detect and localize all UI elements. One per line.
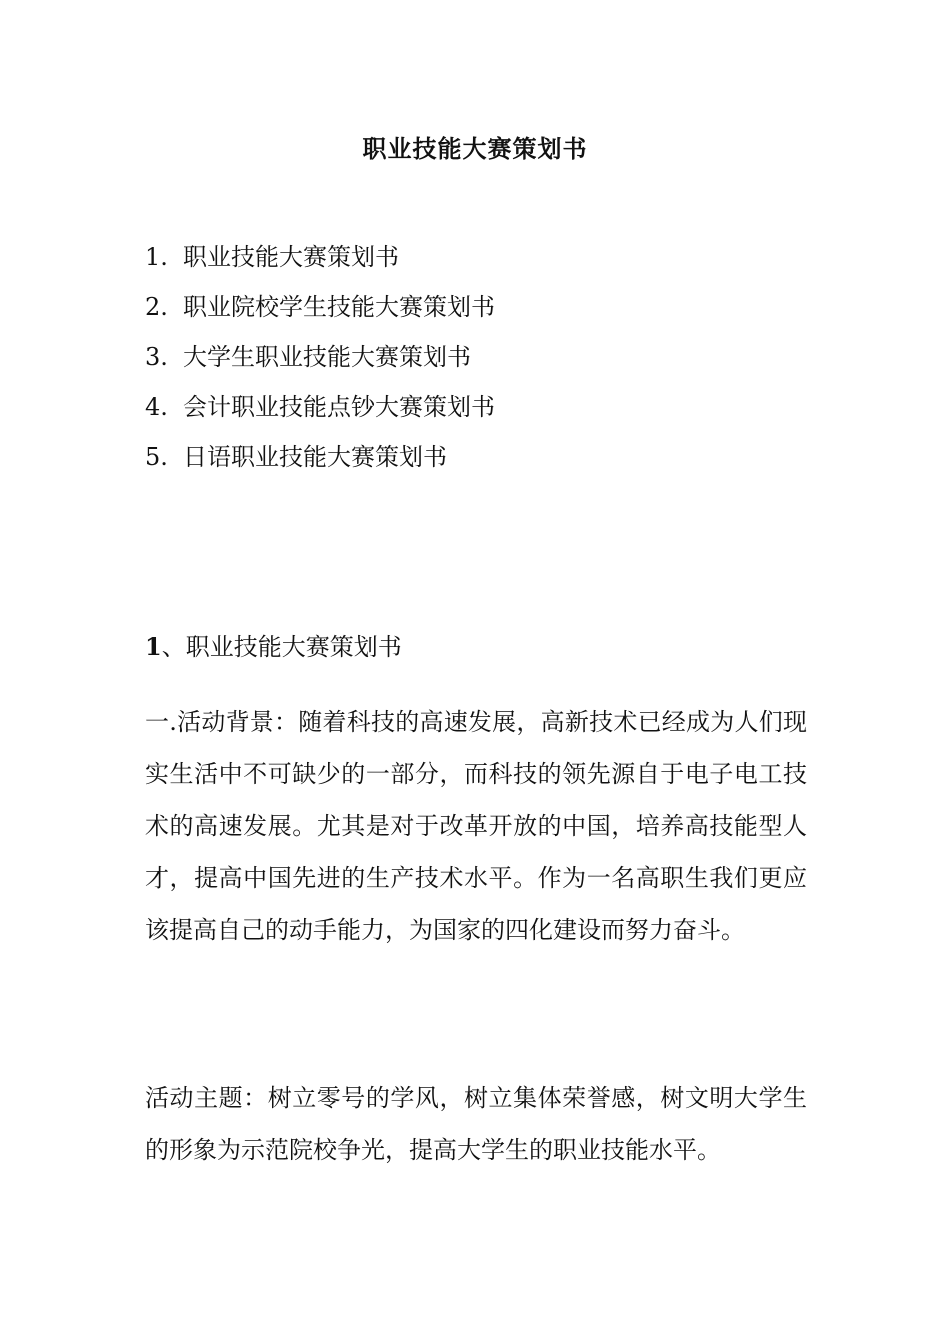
toc-item (145, 432, 495, 482)
toc-item (145, 382, 495, 432)
toc-item-number: 1. (145, 243, 168, 271)
toc-item (145, 282, 495, 332)
toc-item-text: 大学生职业技能大赛策划书 (183, 343, 471, 371)
toc-item-number: 2. (145, 293, 168, 321)
toc-item-text: 日语职业技能大赛策划书 (183, 443, 447, 471)
background-paragraph: 一.活动背景：随着科技的高速发展，高新技术已经成为人们现实生活中不可缺少的一部分，而科技的领先源自于电子电工技术的高速发展。尤其是对于改革开放的中国，培养高技能型人才，提高中国先进的生产技术水平。作为一名高职生我们更应该提高自己的动手能力，为国家的四化建设而努力奋斗。 (145, 708, 807, 944)
section-number: 1 (145, 632, 162, 661)
theme-paragraph: 活动主题：树立零号的学风，树立集体荣誉感，树文明大学生的形象为示范院校争光，提高大学生的职业技能水平。 (145, 1084, 807, 1164)
toc-item (145, 232, 495, 282)
toc-item-text: 职业院校学生技能大赛策划书 (183, 293, 495, 321)
toc-item-number: 5. (145, 443, 168, 471)
toc-item-number: 3. (145, 343, 168, 371)
toc-item-text: 职业技能大赛策划书 (183, 243, 399, 271)
toc-item (145, 332, 495, 382)
section-title: 、职业技能大赛策划书 (161, 633, 402, 661)
toc-item-number: 4. (145, 393, 168, 421)
document-title: 职业技能大赛策划书 (362, 134, 588, 163)
section-heading (145, 630, 402, 664)
table-of-contents (145, 232, 495, 482)
toc-item-text: 会计职业技能点钞大赛策划书 (183, 393, 495, 421)
